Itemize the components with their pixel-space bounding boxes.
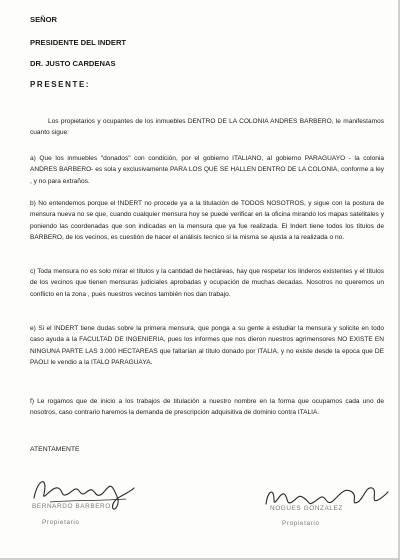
paragraph-e bbox=[30, 323, 384, 369]
recipient-title: SEÑOR bbox=[30, 15, 58, 24]
paragraph-c-text: c) Toda mensura no es solo mirar el títulos y la cantidad de hectáreas, hay que respetar los linderos existentes y el títulos de los vecinos que tienen mensuras judiciales aprobadas y ocupación de muchas decadas. Nosotros no queremos un conflicto en la zona , pues nuestros vecinos también nos dan trabajo. bbox=[30, 268, 384, 298]
left-stamp-name: BERNARDO BARBERO bbox=[32, 503, 111, 510]
right-stamp-name: NOGUES GONZALEZ bbox=[270, 505, 343, 512]
recipient-name: DR. JUSTO CARDENAS bbox=[30, 59, 116, 68]
paragraph-b bbox=[30, 198, 384, 244]
paragraph-intro bbox=[30, 116, 384, 139]
recipient-position: PRESIDENTE DEL INDERT bbox=[30, 38, 127, 47]
paragraph-e-text: e) Si el INDERT tiene dudas sobre la primera mensura, que ponga a su gente a estudiar la mensura y solicite en todo caso ayuda a la FACULTAD DE INGENIERIA, pues los informes que nos dieron nuestros agrimensores NO EXISTE EN NINGUNA PARTE LAS 3.000 HECTAREAS que faltarían al título donado por ITALIA, y no existe desde la epoca que DE PAOLI le vendio a la ITALO PARAGUAYA. bbox=[30, 325, 384, 367]
paragraph-f bbox=[30, 396, 384, 419]
paragraph-a bbox=[30, 153, 384, 187]
right-signature bbox=[262, 478, 392, 518]
paragraph-a-text: a) Que los inmuebles "donados" con condición, por el gobierno ITALIANO, al gobierno PARAGUAYO - la colonia ANDRES BARBERO- es sola y exclusivamente PARA LOS QUE SE HALLEN DENTRO DE LA COLONIA, conforme a ley , y no para extraños. bbox=[30, 155, 384, 185]
paragraph-intro-text: Los propietarios y ocupantes de los inmuebles DENTRO DE LA COLONIA ANDRES BARBERO, le manifestamos cuanto sigue: bbox=[30, 118, 384, 137]
right-stamp-role: Propietario bbox=[282, 520, 320, 527]
left-stamp-role: Propietario bbox=[42, 519, 80, 526]
greeting: PRESENTE: bbox=[30, 80, 91, 89]
closing: ATENTAMENTE bbox=[30, 446, 80, 453]
paragraph-c bbox=[30, 266, 384, 300]
paragraph-f-text: f) Le rogamos que de inicio a los trabajos de titulación a nuestro nombre en la forma que ocupamos cada uno de nosotros, caso contrario haremos la demanda de prescripción adquisitiva de dominio contra ITALIA. bbox=[30, 398, 384, 417]
paragraph-b-text: b) No entendemos porque el INDERT no procede ya a la titulación de TODOS NOSOTROS, y sigue con la postura de mensura nueva no se que, cuando cualquier mensura hoy se puede verificar en la oficina mirando los mapas satelitales y poniendo las coordenadas que son indicadas en la mensura que ya fue realizada. El Indert tiene todos los títulos de BARBERO, de los vecinos, es cuestión de hacer el análisis tecnico si la misma se ajusta a la realizada o no. bbox=[30, 200, 384, 242]
